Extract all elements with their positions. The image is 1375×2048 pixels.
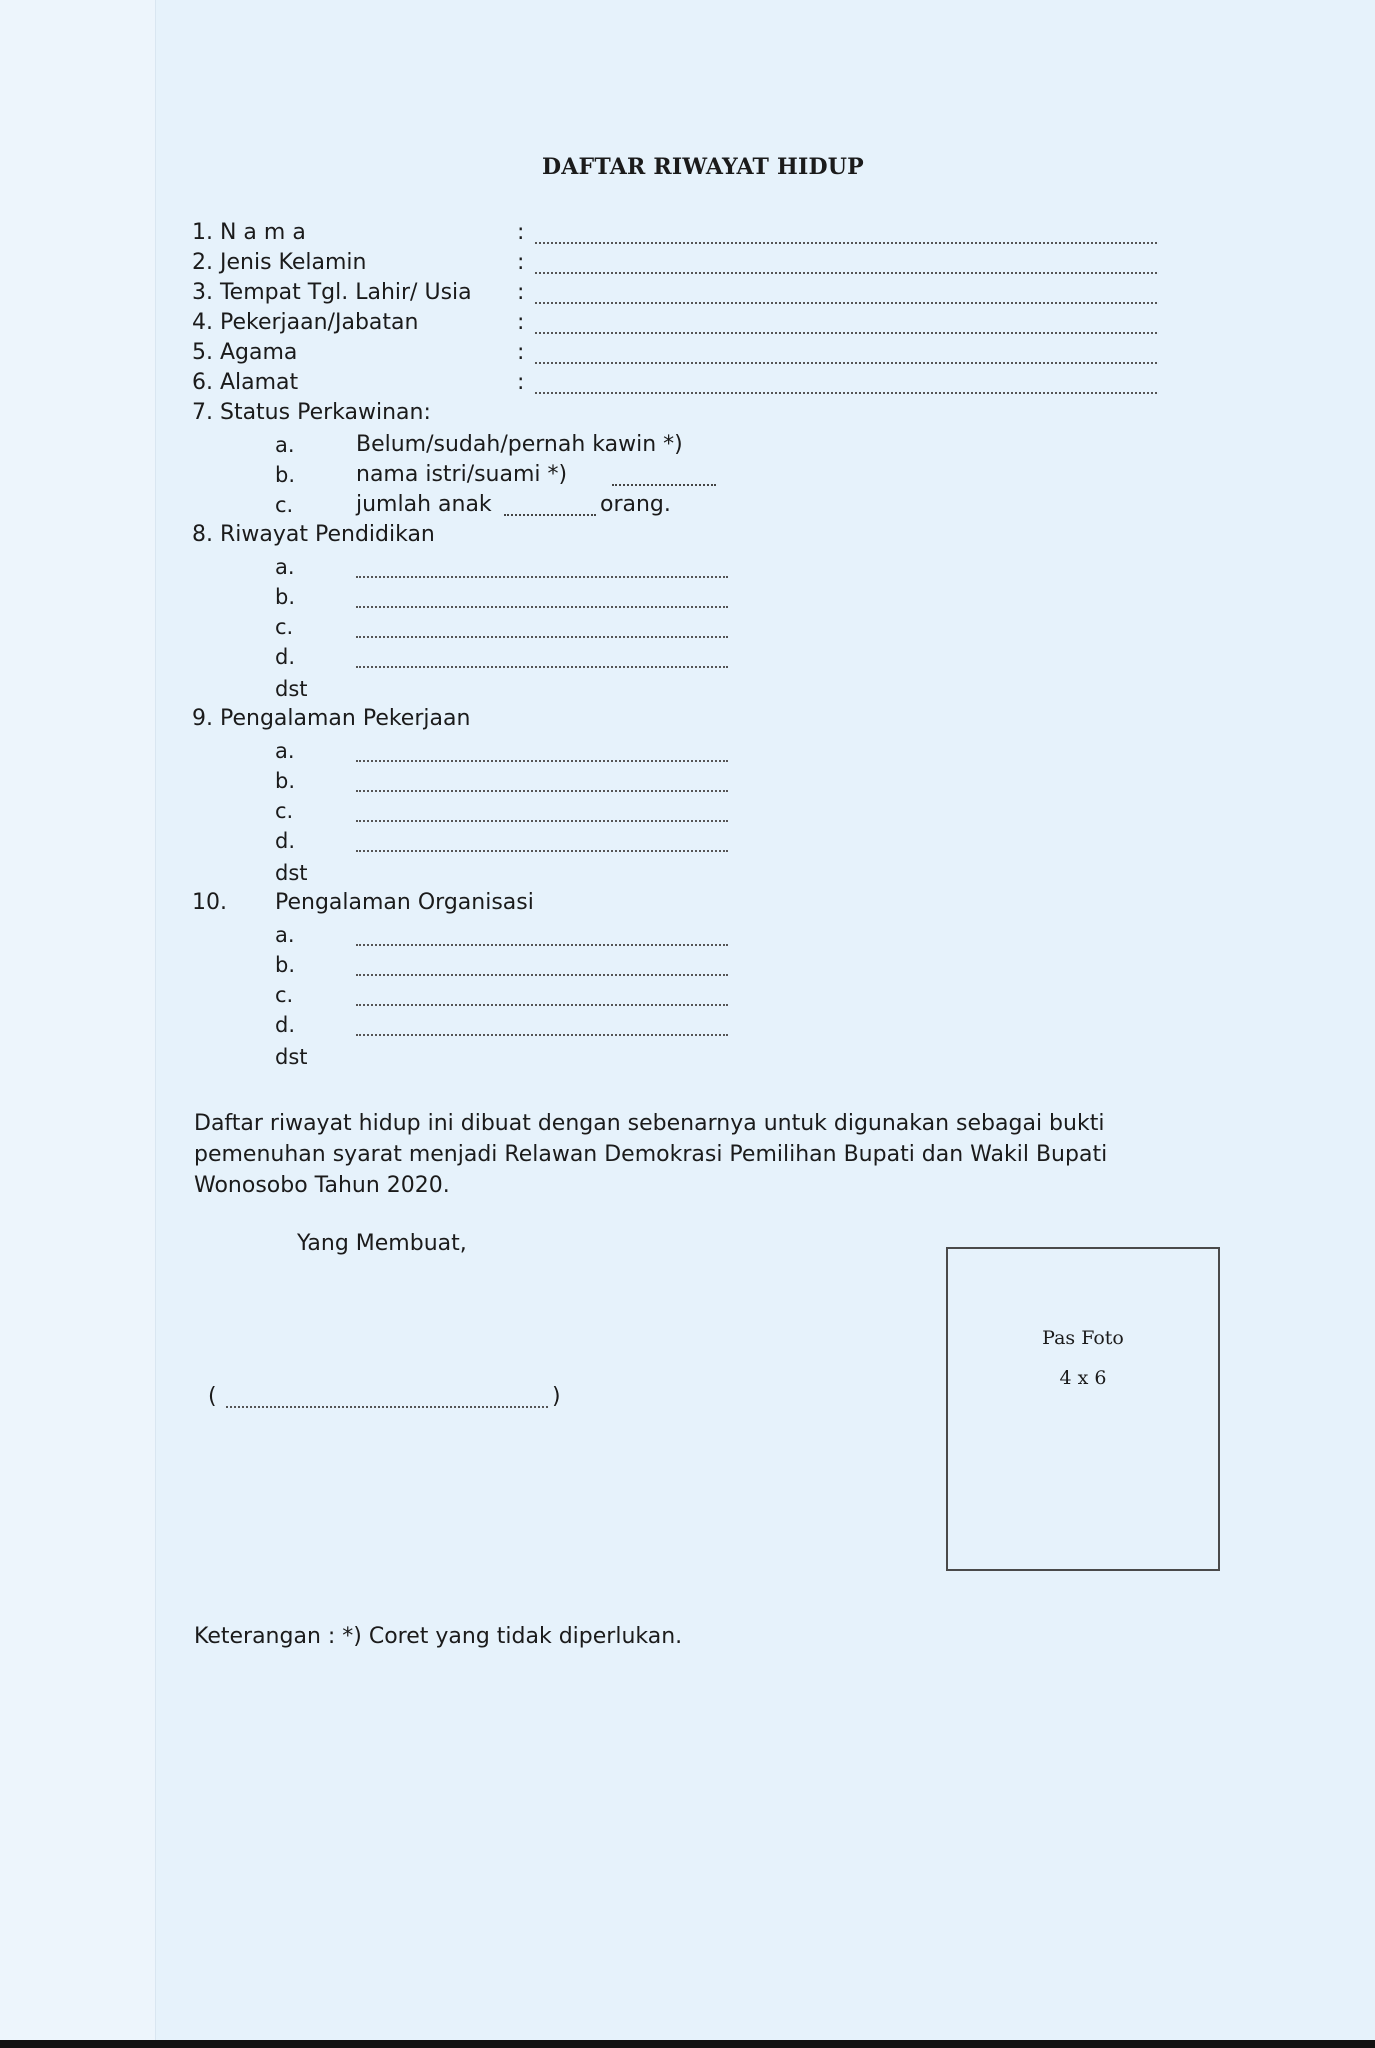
field-label-alamat: 6. Alamat	[192, 370, 299, 395]
organization-input[interactable]	[356, 972, 728, 976]
field-colon: :	[517, 370, 525, 395]
organization-item-letter: b.	[275, 953, 296, 977]
education-item-more: dst	[275, 677, 308, 701]
work-input[interactable]	[356, 818, 728, 822]
field-label-jenis-kelamin: 2. Jenis Kelamin	[192, 250, 367, 275]
field-input-pekerjaan[interactable]	[535, 330, 1157, 334]
field-input-nama-pasangan[interactable]	[612, 482, 716, 486]
organization-item-letter: d.	[275, 1013, 296, 1037]
organization-input[interactable]	[356, 1032, 728, 1036]
work-input[interactable]	[356, 758, 728, 762]
education-input[interactable]	[356, 634, 728, 638]
footnote: Keterangan : *) Coret yang tidak diperlukan.	[194, 1624, 683, 1649]
field-input-agama[interactable]	[535, 360, 1157, 364]
field-input-jenis-kelamin[interactable]	[535, 270, 1157, 274]
field-input-jumlah-anak[interactable]	[504, 512, 596, 516]
status-item-text: Belum/sudah/pernah kawin *)	[356, 432, 683, 457]
education-item-letter: b.	[275, 585, 296, 609]
education-item-letter: a.	[275, 555, 295, 579]
section-label-pekerjaan: 9. Pengalaman Pekerjaan	[192, 706, 471, 731]
statement-paragraph: Daftar riwayat hidup ini dibuat dengan sebenarnya untuk digunakan sebagai bukti pemenuhan syarat menjadi Relawan Demokrasi Pemilihan Bupati dan Wakil Bupati Wonosobo Tahun 2020.	[194, 1111, 1108, 1198]
organization-item-more: dst	[275, 1045, 308, 1069]
field-colon: :	[517, 250, 525, 275]
field-label-pekerjaan: 4. Pekerjaan/Jabatan	[192, 310, 419, 335]
work-input[interactable]	[356, 788, 728, 792]
field-label-tempat-tgl-lahir: 3. Tempat Tgl. Lahir/ Usia	[192, 280, 472, 305]
section-label-pendidikan: 8. Riwayat Pendidikan	[192, 522, 435, 547]
education-input[interactable]	[356, 574, 728, 578]
field-label-nama: 1. N a m a	[192, 220, 306, 245]
field-input-nama[interactable]	[535, 240, 1157, 244]
status-item-text: jumlah anak	[356, 492, 492, 517]
field-colon: :	[517, 340, 525, 365]
signature-close-paren: )	[552, 1384, 561, 1409]
status-item-text: nama istri/suami *)	[356, 462, 568, 487]
signature-open-paren: (	[208, 1384, 217, 1409]
field-colon: :	[517, 280, 525, 305]
section-number-organisasi: 10.	[192, 890, 227, 915]
field-input-tempat-tgl-lahir[interactable]	[535, 300, 1157, 304]
field-colon: :	[517, 310, 525, 335]
organization-item-letter: c.	[275, 983, 294, 1007]
work-item-letter: b.	[275, 769, 296, 793]
organization-input[interactable]	[356, 1002, 728, 1006]
education-input[interactable]	[356, 604, 728, 608]
photo-size-label: 4 x 6	[1059, 1367, 1107, 1389]
document-title: DAFTAR RIWAYAT HIDUP	[542, 154, 864, 180]
work-item-more: dst	[275, 861, 308, 885]
signer-label: Yang Membuat,	[297, 1231, 467, 1256]
organization-input[interactable]	[356, 942, 728, 946]
status-item-letter: c.	[275, 493, 294, 517]
field-colon: :	[517, 220, 525, 245]
photo-label: Pas Foto	[1042, 1327, 1124, 1349]
section-label-status: 7. Status Perkawinan:	[192, 400, 431, 425]
education-item-letter: c.	[275, 615, 294, 639]
organization-item-letter: a.	[275, 923, 295, 947]
signature-input[interactable]	[226, 1404, 548, 1408]
section-label-organisasi: Pengalaman Organisasi	[275, 890, 534, 915]
work-input[interactable]	[356, 848, 728, 852]
status-item-suffix: orang.	[600, 492, 671, 517]
field-input-alamat[interactable]	[535, 390, 1157, 394]
field-label-agama: 5. Agama	[192, 340, 298, 365]
education-input[interactable]	[356, 664, 728, 668]
work-item-letter: d.	[275, 829, 296, 853]
scan-bottom-edge	[0, 2040, 1375, 2048]
work-item-letter: a.	[275, 739, 295, 763]
status-item-letter: a.	[275, 433, 295, 457]
education-item-letter: d.	[275, 645, 296, 669]
work-item-letter: c.	[275, 799, 294, 823]
status-item-letter: b.	[275, 463, 296, 487]
photo-placeholder-box[interactable]	[946, 1247, 1220, 1571]
